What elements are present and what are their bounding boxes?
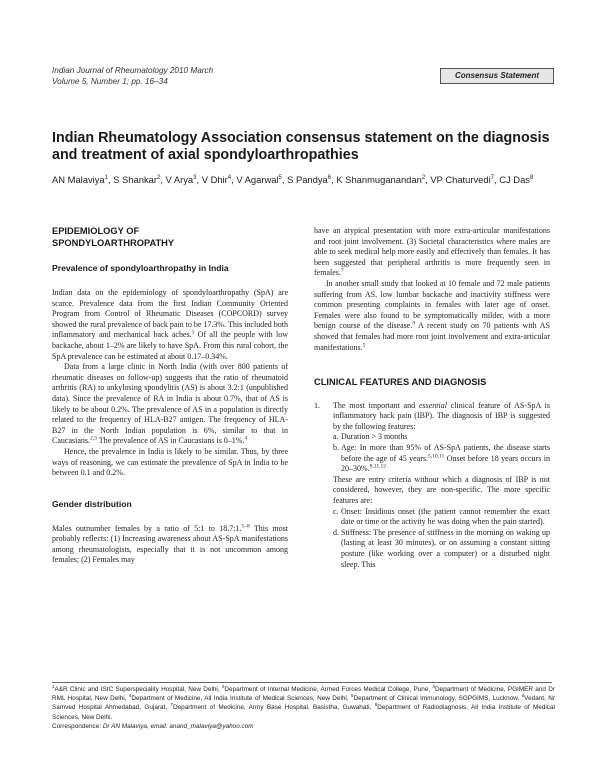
affiliation-text: Department of Clinical Immunology, SGPGIMS, Lucknow, xyxy=(353,695,522,703)
left-column xyxy=(52,226,288,566)
author-name: VP Chaturvedi xyxy=(430,174,491,185)
author-affiliation-mark: 1 xyxy=(104,174,108,181)
author-name: K Shanmuganandan xyxy=(336,174,422,185)
affiliation-mark: 8 xyxy=(374,702,378,708)
affiliation-text: Department of Internal Medicine, Armed Forces Medical College, Pune, xyxy=(224,686,433,693)
affiliation-text: Department of Radiodiagnosis, All India Institute of Medical Sciences, New Delhi. xyxy=(52,704,555,721)
author-affiliation-mark: 2 xyxy=(156,174,161,181)
article-title: Indian Rheumatology Association consensus statement on the diagnosis and treatment of axial spondyloarthropathies xyxy=(52,130,550,163)
article-type-badge: Consensus Statement xyxy=(440,68,554,84)
list-item: 1. The most important and essential clinical feature of AS-SpA is inflammatory back pain (IBP). The diagnosis of IBP is suggested by the following features: xyxy=(314,400,551,431)
paragraph: In another small study that looked at 10 female and 72 male patients suffering from AS, low lumbar backache and inactivity stiffness were common presenting complaints in females with later age of onset. Females were also found to be symptomatically milder, with a more benign course of the disease.$^9$ A recent study on 70 patients with AS showed that females had more root joint involvement and extra-articular manifestations.$^5$ xyxy=(314,278,550,352)
author-name: S Pandya xyxy=(287,174,328,185)
author-list: AN Malaviya$^1$, S Shankar$^2$, V Arya$^3$, V Dhir$^4$, V Agarwal$^5$, S Pandya$^6$, K Shanmuganandan$^2$, VP Chaturvedi$^7$, CJ Das$^8$ xyxy=(52,174,534,185)
author-affiliation-mark: 3 xyxy=(193,174,197,181)
affiliation-mark: 7 xyxy=(170,702,173,708)
author-name: CJ Das xyxy=(499,174,530,185)
subheading-prevalence: Prevalence of spondyloarthropathy in India xyxy=(52,263,229,273)
author-affiliation-mark: 6 xyxy=(327,174,332,181)
journal-volume: Volume 5, Number 1; pp. 16–34 xyxy=(52,77,168,86)
paragraph: Data from a large clinic in North India (with over 800 patients of rheumatic diseases on follow-up) suggests that the ratio of rheumatoid arthritis (RA) to ankylosing spondylitis (AS) is about 3.2:1 (unpublished data). Since the prevalence of RA in India is about 0.7%, that of AS is likely to be about 0.2%. The prevalence of AS in a population is directly related to the frequency of HLA-B27 antigen. The frequency of HLA-B27 in the North Indian population is 6%, similar to that in Caucasians.$^{2,3}$ The prevalence of AS in Caucasians is 0–1%.$^4$ xyxy=(52,362,288,446)
right-column xyxy=(314,226,550,570)
affiliation-text: A&R Clinic and ISIC Superspeciality Hospital, New Delhi, xyxy=(54,686,222,693)
correspondence: Correspondence: Dr AN Malaviya, email: anand_malaviya@yahoo.com xyxy=(52,722,254,730)
affiliations-footnote xyxy=(52,685,555,731)
affiliation-text: Department of Medicine, All India Institute of Medical Sciences, New Delhi, xyxy=(131,695,352,703)
affiliation-list xyxy=(52,685,555,722)
section-heading-clinical-features: CLINICAL FEATURES AND DIAGNOSIS xyxy=(314,377,487,388)
author-affiliation-mark: 2 xyxy=(421,174,426,181)
paragraph: have an atypical presentation with more extra-articular manifestations and root joint involvement. (3) Societal characteristics where males are able to seek medical help more easily and effectively than females. It has been suggested that peripheral arthritis is more frequently seen in females.$^7$ xyxy=(314,226,550,278)
author-name: S Shankar xyxy=(113,174,157,185)
affiliation-mark: 4 xyxy=(128,693,132,699)
affiliation-mark: 6 xyxy=(521,693,525,699)
paragraph: Indian data on the epidemiology of spondyloarthropathy (SpA) are scarce. Prevalence data from the first Indian Community Oriented Program from Control of Rheumatic Diseases (COPCORD) survey showed the rural prevalence of back pain to be 17.3%. This included both inflammatory and mechanical back aches.$^1$ Of all the people with low backache, about 1–2% are likely to have SpA. From this rural cohort, the SpA prevalence can be estimated at about 0.17–0.34%. xyxy=(52,288,288,361)
affiliation-mark: 2 xyxy=(221,683,225,689)
author-affiliation-mark: 5 xyxy=(278,174,282,181)
author-name: V Agarwal xyxy=(236,174,279,185)
list-item: b. Age: In more than 95% of AS-SpA patients, the disease starts before the age of 45 years.$^{5,10,11}$ Onset before 18 years occurs in 20–30%.$^{8,11,12}$ xyxy=(333,443,550,474)
author-name: AN Malaviya xyxy=(52,174,105,185)
paragraph: Hence, the prevalence in India is likely to be similar. Thus, by three ways of reasoning, we can estimate the prevalence of SpA in India to be between 0.1 and 0.2%. xyxy=(52,446,288,478)
list-item: c. Onset: Insidious onset (the patient cannot remember the exact date or time or the activity he was doing when the pain started). xyxy=(333,506,550,527)
correspondence-email[interactable]: anand_malaviya@yahoo.com xyxy=(169,722,254,730)
author-affiliation-mark: 4 xyxy=(227,174,232,181)
author-name: V Dhir xyxy=(201,174,228,185)
affiliation-mark: 1 xyxy=(52,683,55,689)
author-affiliation-mark: 7 xyxy=(490,174,495,181)
author-affiliation-mark: 8 xyxy=(529,174,534,181)
section-heading-epidemiology: EPIDEMIOLOGY OF SPONDYLOARTHROPATHY xyxy=(52,226,175,248)
paragraph: These are entry criteria without which a diagnosis of IBP is not considered, however, they are non-specific. The more specific features are: xyxy=(333,474,550,505)
affiliation-mark: 5 xyxy=(351,693,354,699)
affiliation-text: Department of Medicine, PGIMER and Dr RML Hospital, New Delhi, xyxy=(52,686,555,703)
affiliation-mark: 3 xyxy=(432,683,435,689)
affiliation-text: Vedant, Nr Samved Hospital Ahmedabad, Gujarat, xyxy=(52,695,555,712)
journal-name: Indian Journal of Rheumatology 2010 March xyxy=(52,66,214,75)
footnote-divider xyxy=(52,682,552,683)
subheading-gender-distribution: Gender distribution xyxy=(52,498,132,509)
list-item: d. Stiffness: The presence of stiffness in the morning on waking up (lasting at least 30 minutes), or on assuming a constant sitting posture (like working over a computer) or a disturbed night sleep. This xyxy=(333,527,550,569)
paragraph: Males outnumber females by a ratio of 5:1 to 18.7:1.$^{5-8}$ This most probably reflects: (1) Increasing awareness about AS-SpA manifestations among rheumatologists, especially that it is not uncommon among females; (2) Females may xyxy=(52,523,288,565)
list-item: a. Duration > 3 months xyxy=(333,432,408,442)
author-name: V Arya xyxy=(165,174,194,185)
journal-citation xyxy=(52,65,213,87)
affiliation-text: Department of Medicine, Army Base Hospital, Basistha, Guwahati, xyxy=(172,704,375,712)
